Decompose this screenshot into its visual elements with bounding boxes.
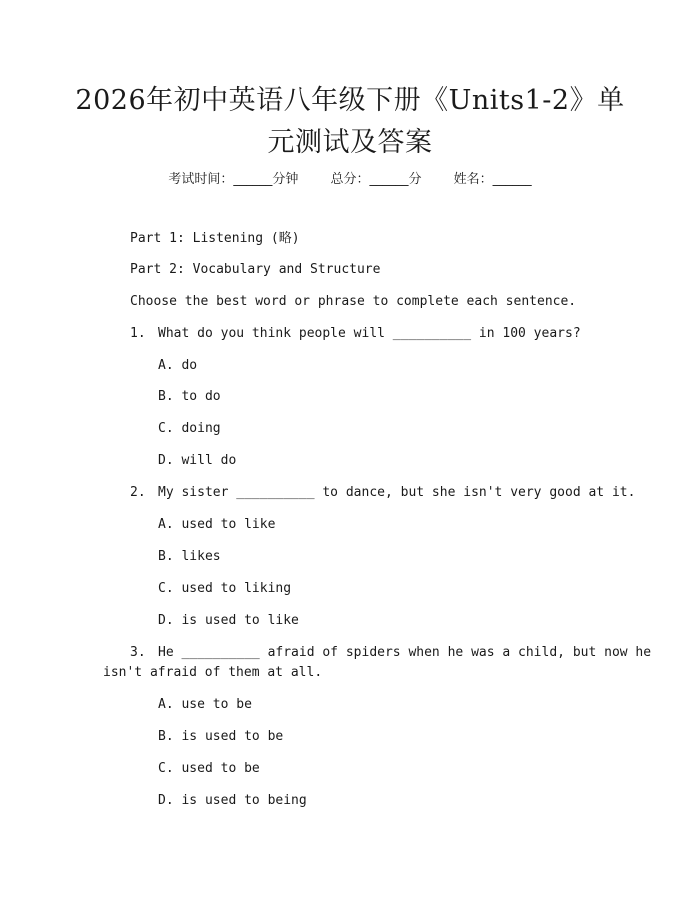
option: A. use to be — [158, 697, 252, 712]
question-text: He __________ afraid of spiders when he was a child, but now he — [158, 645, 652, 660]
exam-time: 考试时间：______分钟 — [168, 172, 299, 187]
option: D. will do — [158, 453, 237, 468]
option: B. likes — [158, 549, 221, 564]
exam-meta — [0, 168, 700, 187]
question-text-continued: isn't afraid of them at all. — [103, 665, 323, 680]
instruction: Choose the best word or phrase to complete each sentence. — [130, 294, 577, 309]
exam-name: 姓名：______ — [453, 172, 532, 187]
title-line-2: 元测试及答案 — [267, 127, 433, 158]
part2-heading: Part 2: Vocabulary and Structure — [130, 262, 381, 277]
document-title — [60, 80, 640, 164]
question-3 — [130, 643, 651, 663]
exam-score: 总分：______分 — [330, 172, 422, 187]
option: C. doing — [158, 421, 221, 436]
question-number: 2. — [130, 485, 146, 500]
option: C. used to be — [158, 761, 260, 776]
option: B. is used to be — [158, 729, 284, 744]
question-number: 1. — [130, 326, 146, 341]
question-number: 3. — [130, 645, 146, 660]
title-line-1: 2026年初中英语八年级下册《Units1-2》单 — [75, 85, 625, 116]
question-2 — [130, 483, 635, 503]
option: C. used to liking — [158, 581, 292, 596]
option: A. used to like — [158, 517, 276, 532]
question-1 — [130, 324, 581, 344]
option: D. is used to being — [158, 793, 307, 808]
option: D. is used to like — [158, 613, 299, 628]
option: A. do — [158, 358, 198, 373]
question-text: My sister __________ to dance, but she isn't very good at it. — [158, 485, 636, 500]
question-text: What do you think people will __________ in 100 years? — [158, 326, 581, 341]
part1-heading: Part 1: Listening (略) — [130, 231, 300, 246]
option: B. to do — [158, 389, 221, 404]
